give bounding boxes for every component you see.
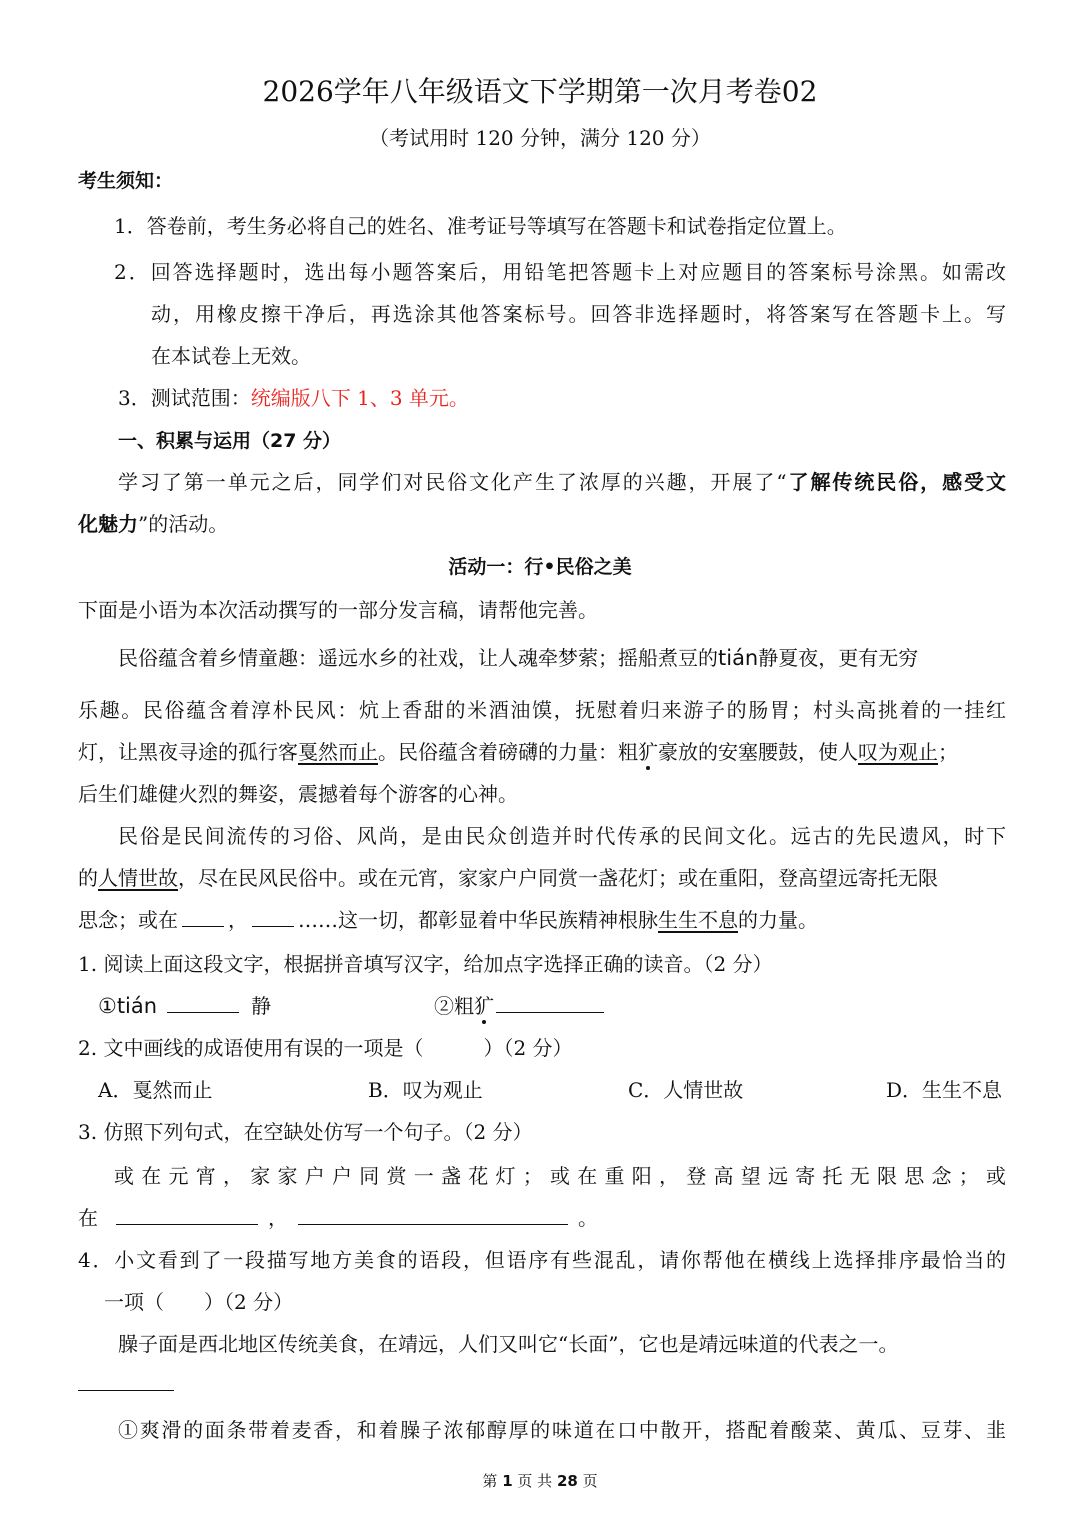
- q1-pinyin-label: ①tián: [98, 994, 158, 1018]
- q1-part-b: [434, 990, 608, 1019]
- q4-item-1: ①爽滑的面条带着麦香，和着臊子浓郁醇厚的味道在口中散开，搭配着酸菜、黄瓜、豆芽、韭: [118, 1418, 1006, 1442]
- dotted-char-guang-q1: 犷: [474, 994, 494, 1018]
- section-intro-line-2: [78, 508, 228, 537]
- q3-text: 。: [578, 1206, 598, 1230]
- q3-text: ，: [268, 1206, 288, 1230]
- passage-text: ……这一切，都彰显着中华民族精神根脉: [298, 908, 658, 932]
- q1-b-label: ②粗: [434, 994, 474, 1018]
- passage-p1-line-1: [118, 642, 918, 671]
- q1-part-a: [98, 990, 271, 1019]
- activity-intro: 下面是小语为本次活动撰写的一部分发言稿，请帮他完善。: [78, 598, 598, 622]
- activity-theme-part-1: 了解传统民俗，感受文: [786, 470, 1007, 494]
- activity-theme-part-2: 化魅力: [78, 512, 138, 536]
- footer-text: 第: [482, 1472, 503, 1490]
- passage-text: 的力量。: [738, 908, 818, 932]
- section-heading: 一、积累与运用（27 分）: [118, 430, 342, 452]
- dotted-char-guang: 犷: [638, 740, 658, 764]
- q3-answer-blank-2[interactable]: [298, 1202, 568, 1225]
- question-4-line-2: 一项（ ）（2 分）: [104, 1290, 294, 1314]
- intro-text: 学习了第一单元之后，同学们对民俗文化产生了浓厚的兴趣，开展了“: [118, 470, 787, 494]
- passage-text: ；: [938, 740, 958, 764]
- page-footer: [0, 1470, 1080, 1491]
- idiom-underlined-1: 戛然而止: [298, 740, 378, 764]
- passage-p2-line-2: [78, 862, 938, 891]
- passage-text: 灯，让黑夜寻途的孤行客: [78, 740, 298, 764]
- question-1: 1. 阅读上面这段文字，根据拼音填写汉字，给加点字选择正确的读音。（2 分）: [78, 952, 773, 976]
- passage-text: ，: [228, 908, 248, 932]
- q4-passage: 臊子面是西北地区传统美食，在靖远，人们又叫它“长面”，它也是靖远味道的代表之一。: [118, 1332, 899, 1356]
- passage-text: ，尽在民风民俗中。或在元宵，家家户户同赏一盏花灯；或在重阳，登高望远寄托无限: [178, 866, 938, 890]
- passage-p2-line-3: [78, 904, 818, 933]
- passage-text: 思念；或在: [78, 908, 178, 932]
- notice-item-3: [118, 382, 469, 411]
- q3-answer-blank-1[interactable]: [116, 1202, 258, 1225]
- exam-subtitle: （考试用时 120 分钟，满分 120 分）: [369, 126, 711, 150]
- activity-title: 活动一：行•民俗之美: [448, 556, 632, 578]
- passage-text: 的: [78, 866, 98, 890]
- notice-item-2-line-3: 在本试卷上无效。: [151, 344, 311, 368]
- page-total: 28: [556, 1472, 578, 1490]
- section-intro-line-1: [118, 466, 1006, 495]
- notice-heading: 考生须知：: [78, 170, 174, 192]
- passage-text: 民俗蕴含着乡情童趣：遥远水乡的社戏，让人魂牵梦萦；摇船煮豆的: [118, 646, 718, 670]
- passage-p1-line-2: 乐趣。民俗蕴含着淳朴民风：炕上香甜的米酒油馍，抚慰着归来游子的肠胃；村头高挑着的一挂红: [78, 698, 1006, 722]
- passage-p1-line-4: 后生们雄健火烈的舞姿，震撼着每个游客的心神。: [78, 782, 518, 806]
- idiom-underlined-4: 生生不息: [658, 908, 738, 932]
- q3-answer-line: [78, 1202, 598, 1231]
- question-2: 2. 文中画线的成语使用有误的一项是（ ）（2 分）: [78, 1036, 573, 1060]
- passage-p1-line-3: [78, 736, 958, 765]
- q2-option-b[interactable]: B．叹为观止: [368, 1078, 483, 1102]
- footnote-separator: [78, 1390, 174, 1391]
- q1-answer-blank-a[interactable]: [167, 990, 239, 1013]
- notice-item-3-prefix: 3．测试范围：: [118, 386, 251, 410]
- fill-blank[interactable]: [252, 904, 294, 927]
- idiom-underlined-2: 叹为观止: [858, 740, 938, 764]
- q2-option-c[interactable]: C．人情世故: [628, 1078, 744, 1102]
- q1-answer-blank-b[interactable]: [496, 990, 604, 1013]
- q3-model-sentence: 或在元宵，家家户户同赏一盏花灯；或在重阳，登高望远寄托无限思念；或: [114, 1164, 1006, 1188]
- passage-p2-line-1: 民俗是民间流传的习俗、风尚，是由民众创造并时代传承的民间文化。远古的先民遗风，时下: [118, 824, 1006, 848]
- q2-option-d[interactable]: D．生生不息: [886, 1078, 1003, 1102]
- page-number: 1: [502, 1472, 513, 1490]
- notice-item-1: 1．答卷前，考生务必将自己的姓名、准考证号等填写在答题卡和试卷指定位置上。: [114, 214, 847, 238]
- footer-text: 页: [577, 1472, 598, 1490]
- intro-text-end: ”的活动。: [138, 512, 229, 536]
- passage-text: 静夏夜，更有无穷: [758, 646, 919, 670]
- test-scope: 统编版八下 1、3 单元。: [250, 386, 469, 410]
- pinyin-tian: tián: [718, 646, 759, 670]
- question-4-line-1: 4．小文看到了一段描写地方美食的语段，但语序有些混乱，请你帮他在横线上选择排序最恰当的: [78, 1248, 1006, 1272]
- notice-item-2-line-1: 2．回答选择题时，选出每小题答案后，用铅笔把答题卡上对应题目的答案标号涂黑。如需改: [114, 260, 1006, 284]
- fill-blank[interactable]: [182, 904, 224, 927]
- notice-item-2-line-2: 动，用橡皮擦干净后，再选涂其他答案标号。回答非选择题时，将答案写在答题卡上。写: [151, 302, 1006, 326]
- footer-text: 页 共: [512, 1472, 557, 1490]
- passage-text: 豪放的安塞腰鼓，使人: [658, 740, 858, 764]
- question-3: 3. 仿照下列句式，在空缺处仿写一个句子。（2 分）: [78, 1120, 533, 1144]
- idiom-underlined-3: 人情世故: [98, 866, 178, 890]
- page-title: 2026学年八年级语文下学期第一次月考卷02: [262, 75, 818, 108]
- q1-char: 静: [251, 994, 272, 1018]
- q2-option-a[interactable]: A．戛然而止: [98, 1078, 213, 1102]
- q3-text: 在: [78, 1206, 98, 1230]
- passage-text: 。民俗蕴含着磅礴的力量：粗: [378, 740, 638, 764]
